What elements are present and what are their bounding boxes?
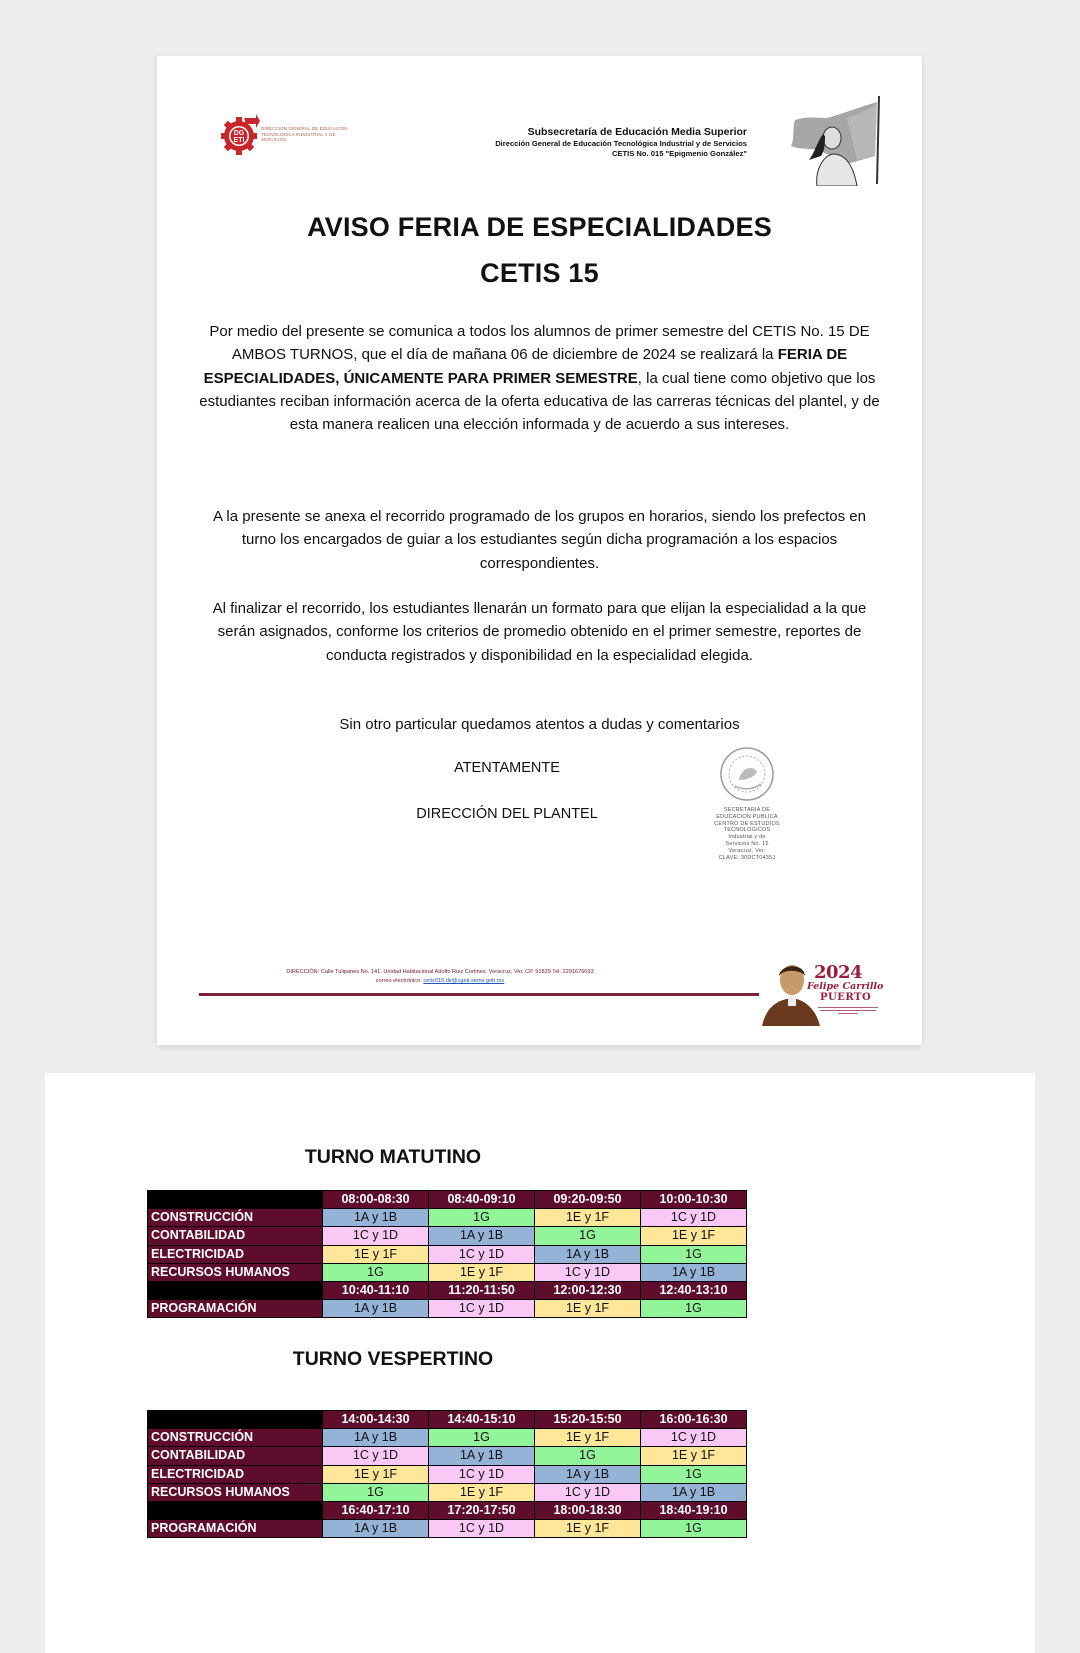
group-cell: 1A y 1B <box>429 1447 535 1465</box>
group-cell: 1E y 1F <box>323 1465 429 1483</box>
header-corner-cell <box>148 1191 323 1209</box>
header-line-1: Subsecretaría de Educación Media Superior <box>527 126 747 138</box>
time-slot-header: 15:20-15:50 <box>535 1411 641 1429</box>
specialty-label: CONSTRUCCIÓN <box>148 1209 323 1227</box>
table-row <box>148 1300 747 1318</box>
group-cell: 1G <box>429 1429 535 1447</box>
group-cell: 1G <box>323 1263 429 1281</box>
time-header-row <box>148 1281 747 1299</box>
time-slot-header: 14:40-15:10 <box>429 1411 535 1429</box>
group-cell: 1A y 1B <box>641 1483 747 1501</box>
official-stamp <box>692 746 802 916</box>
closing-signature: DIRECCIÓN DEL PLANTEL <box>416 806 598 822</box>
stamp-line: Industrial y de <box>728 834 766 841</box>
time-slot-header: 18:00-18:30 <box>535 1501 641 1519</box>
stamp-line: TECNOLOGICOS <box>723 827 771 834</box>
header-line-2: Dirección General de Educación Tecnológica Industrial y de Servicios <box>495 139 747 148</box>
table-row <box>148 1483 747 1501</box>
group-cell: 1E y 1F <box>641 1447 747 1465</box>
schedule-page <box>45 1073 1035 1653</box>
notice-page <box>157 56 922 1045</box>
header-corner-cell <box>148 1501 323 1519</box>
group-cell: 1C y 1D <box>535 1263 641 1281</box>
stamp-line: EDUCACION PUBLICA <box>716 813 778 820</box>
document-subtitle: CETIS 15 <box>480 258 599 288</box>
group-cell: 1C y 1D <box>323 1227 429 1245</box>
group-cell: 1G <box>323 1483 429 1501</box>
svg-text:ETI: ETI <box>233 137 245 144</box>
time-header-row <box>148 1501 747 1519</box>
time-slot-header: 11:20-11:50 <box>429 1281 535 1299</box>
table-row <box>148 1520 747 1538</box>
group-cell: 1A y 1B <box>641 1263 747 1281</box>
group-cell: 1E y 1F <box>429 1263 535 1281</box>
stamp-line: Veracruz, Ver. <box>728 847 766 854</box>
group-cell: 1A y 1B <box>323 1520 429 1538</box>
time-slot-header: 14:00-14:30 <box>323 1411 429 1429</box>
group-cell: 1E y 1F <box>323 1245 429 1263</box>
group-cell: 1C y 1D <box>641 1429 747 1447</box>
logo-name: Felipe Carrillo <box>807 981 884 992</box>
header-corner-cell <box>148 1281 323 1299</box>
group-cell: 1A y 1B <box>429 1227 535 1245</box>
group-cell: 1A y 1B <box>535 1245 641 1263</box>
group-cell: 1G <box>641 1520 747 1538</box>
specialty-label: ELECTRICIDAD <box>148 1465 323 1483</box>
table-row <box>148 1429 747 1447</box>
group-cell: 1E y 1F <box>535 1300 641 1318</box>
group-cell: 1G <box>429 1209 535 1227</box>
specialty-label: PROGRAMACIÓN <box>148 1300 323 1318</box>
time-slot-header: 10:00-10:30 <box>641 1191 747 1209</box>
group-cell: 1A y 1B <box>323 1300 429 1318</box>
header-corner-cell <box>148 1411 323 1429</box>
institution-header <box>387 126 747 159</box>
group-cell: 1C y 1D <box>429 1520 535 1538</box>
group-cell: 1G <box>641 1245 747 1263</box>
group-cell: 1C y 1D <box>429 1465 535 1483</box>
group-cell: 1E y 1F <box>535 1429 641 1447</box>
specialty-label: CONTABILIDAD <box>148 1227 323 1245</box>
group-cell: 1E y 1F <box>535 1209 641 1227</box>
dgeti-logo-text: DIRECCIÓN GENERAL DE EDUCACIÓN TECNOLÓGICA INDUSTRIAL Y DE SERVICIOS <box>261 126 348 142</box>
time-slot-header: 18:40-19:10 <box>641 1501 747 1519</box>
time-slot-header: 12:40-13:10 <box>641 1281 747 1299</box>
table-row <box>148 1245 747 1263</box>
time-header-row <box>148 1411 747 1429</box>
stamp-line: CLAVE: 30DCT0435J <box>718 854 776 861</box>
matutino-schedule-table <box>147 1190 747 1318</box>
time-slot-header: 16:40-17:10 <box>323 1501 429 1519</box>
time-slot-header: 10:40-11:10 <box>323 1281 429 1299</box>
group-cell: 1C y 1D <box>429 1300 535 1318</box>
group-cell: 1G <box>641 1465 747 1483</box>
paragraph-2: A la presente se anexa el recorrido programado de los grupos en horarios, siendo los prefectos en turno los encargados de guiar a los estudiantes según dicha programación a los espacios correspondientes. <box>213 508 866 572</box>
group-cell: 1C y 1D <box>535 1483 641 1501</box>
stamp-line: CENTRO DE ESTUDIOS <box>714 820 780 827</box>
table-row <box>148 1209 747 1227</box>
group-cell: 1A y 1B <box>323 1209 429 1227</box>
footer-divider <box>199 993 759 996</box>
dgeti-gear-logo <box>220 112 260 156</box>
group-cell: 1E y 1F <box>535 1520 641 1538</box>
time-slot-header: 08:40-09:10 <box>429 1191 535 1209</box>
group-cell: 1C y 1D <box>641 1209 747 1227</box>
group-cell: 1C y 1D <box>429 1245 535 1263</box>
group-cell: 1G <box>535 1227 641 1245</box>
footer-email-line <box>240 977 640 986</box>
closing-salutation: ATENTAMENTE <box>454 760 560 776</box>
vespertino-title: TURNO VESPERTINO <box>292 1348 494 1370</box>
paragraph-4: Sin otro particular quedamos atentos a dudas y comentarios <box>339 716 740 733</box>
heroine-flag-image <box>787 94 882 186</box>
time-slot-header: 17:20-17:50 <box>429 1501 535 1519</box>
email-label: correo electrónico: <box>375 978 422 984</box>
header-line-3: CETIS No. 015 "Epigmenio González" <box>611 149 747 158</box>
time-slot-header: 08:00-08:30 <box>323 1191 429 1209</box>
footer-address-line: DIRECCIÓN: Calle Tulipanes No. 141. Unidad Habitacional Adolfo Ruiz Cortines. Veracruz, Ver. CP. 91829 Tel: 2291676693 <box>286 969 594 975</box>
specialty-label: RECURSOS HUMANOS <box>148 1263 323 1281</box>
vespertino-schedule-table <box>147 1410 747 1538</box>
specialty-label: ELECTRICIDAD <box>148 1245 323 1263</box>
email-link[interactable]: cetis015.dir@cgeti.sems.gob.mx <box>423 978 505 984</box>
matutino-title: TURNO MATUTINO <box>304 1146 482 1168</box>
specialty-label: CONTABILIDAD <box>148 1447 323 1465</box>
logo-fine-print <box>818 1006 880 1016</box>
paragraph-1 <box>197 320 882 436</box>
specialty-label: PROGRAMACIÓN <box>148 1520 323 1538</box>
stamp-line: SECRETARIA DE <box>723 807 771 813</box>
specialty-label: CONSTRUCCIÓN <box>148 1429 323 1447</box>
svg-text:DG: DG <box>233 130 245 137</box>
specialty-label: RECURSOS HUMANOS <box>148 1483 323 1501</box>
stamp-line: Servicios No. 15 <box>725 840 769 847</box>
table-row <box>148 1447 747 1465</box>
time-slot-header: 16:00-16:30 <box>641 1411 747 1429</box>
time-slot-header: 12:00-12:30 <box>535 1281 641 1299</box>
logo-surname: PUERTO <box>820 992 872 1003</box>
footer-address <box>240 968 640 986</box>
table-row <box>148 1465 747 1483</box>
group-cell: 1A y 1B <box>323 1429 429 1447</box>
logo-year: 2024 <box>814 962 863 983</box>
group-cell: 1G <box>641 1300 747 1318</box>
document-title: AVISO FERIA DE ESPECIALIDADES <box>307 212 772 242</box>
group-cell: 1G <box>535 1447 641 1465</box>
paragraph-3: Al finalizar el recorrido, los estudiantes llenarán un formato para que elijan la especialidad a la que serán asignados, conforme los criterios de promedio obtenido en el primer semestre, reportes de conducta registrados y disponibilidad en la especialidad elegida. <box>212 600 867 664</box>
group-cell: 1E y 1F <box>429 1483 535 1501</box>
felipe-carrillo-puerto-logo <box>762 956 892 1028</box>
paragraph-1-bold: FERIA DE ESPECIALIDADES, ÚNICAMENTE PARA PRIMER SEMESTRE <box>203 346 848 387</box>
group-cell: 1A y 1B <box>535 1465 641 1483</box>
table-row <box>148 1263 747 1281</box>
paragraph-1-text-a: Por medio del presente se comunica a todos los alumnos de primer semestre del CETIS No. 15 DE AMBOS TURNOS, que el día de mañana 06 de diciembre de 2024 se realizará la <box>209 323 870 364</box>
paragraph-1-text-b: , la cual tiene como objetivo que los estudiantes reciban información acerca de la oferta educativa de las carreras técnicas del plantel, y de esta manera realicen una elección informada y de acuerdo a sus intereses. <box>199 369 880 434</box>
national-seal-icon <box>719 746 775 802</box>
group-cell: 1C y 1D <box>323 1447 429 1465</box>
group-cell: 1E y 1F <box>641 1227 747 1245</box>
time-header-row <box>148 1191 747 1209</box>
time-slot-header: 09:20-09:50 <box>535 1191 641 1209</box>
table-row <box>148 1227 747 1245</box>
